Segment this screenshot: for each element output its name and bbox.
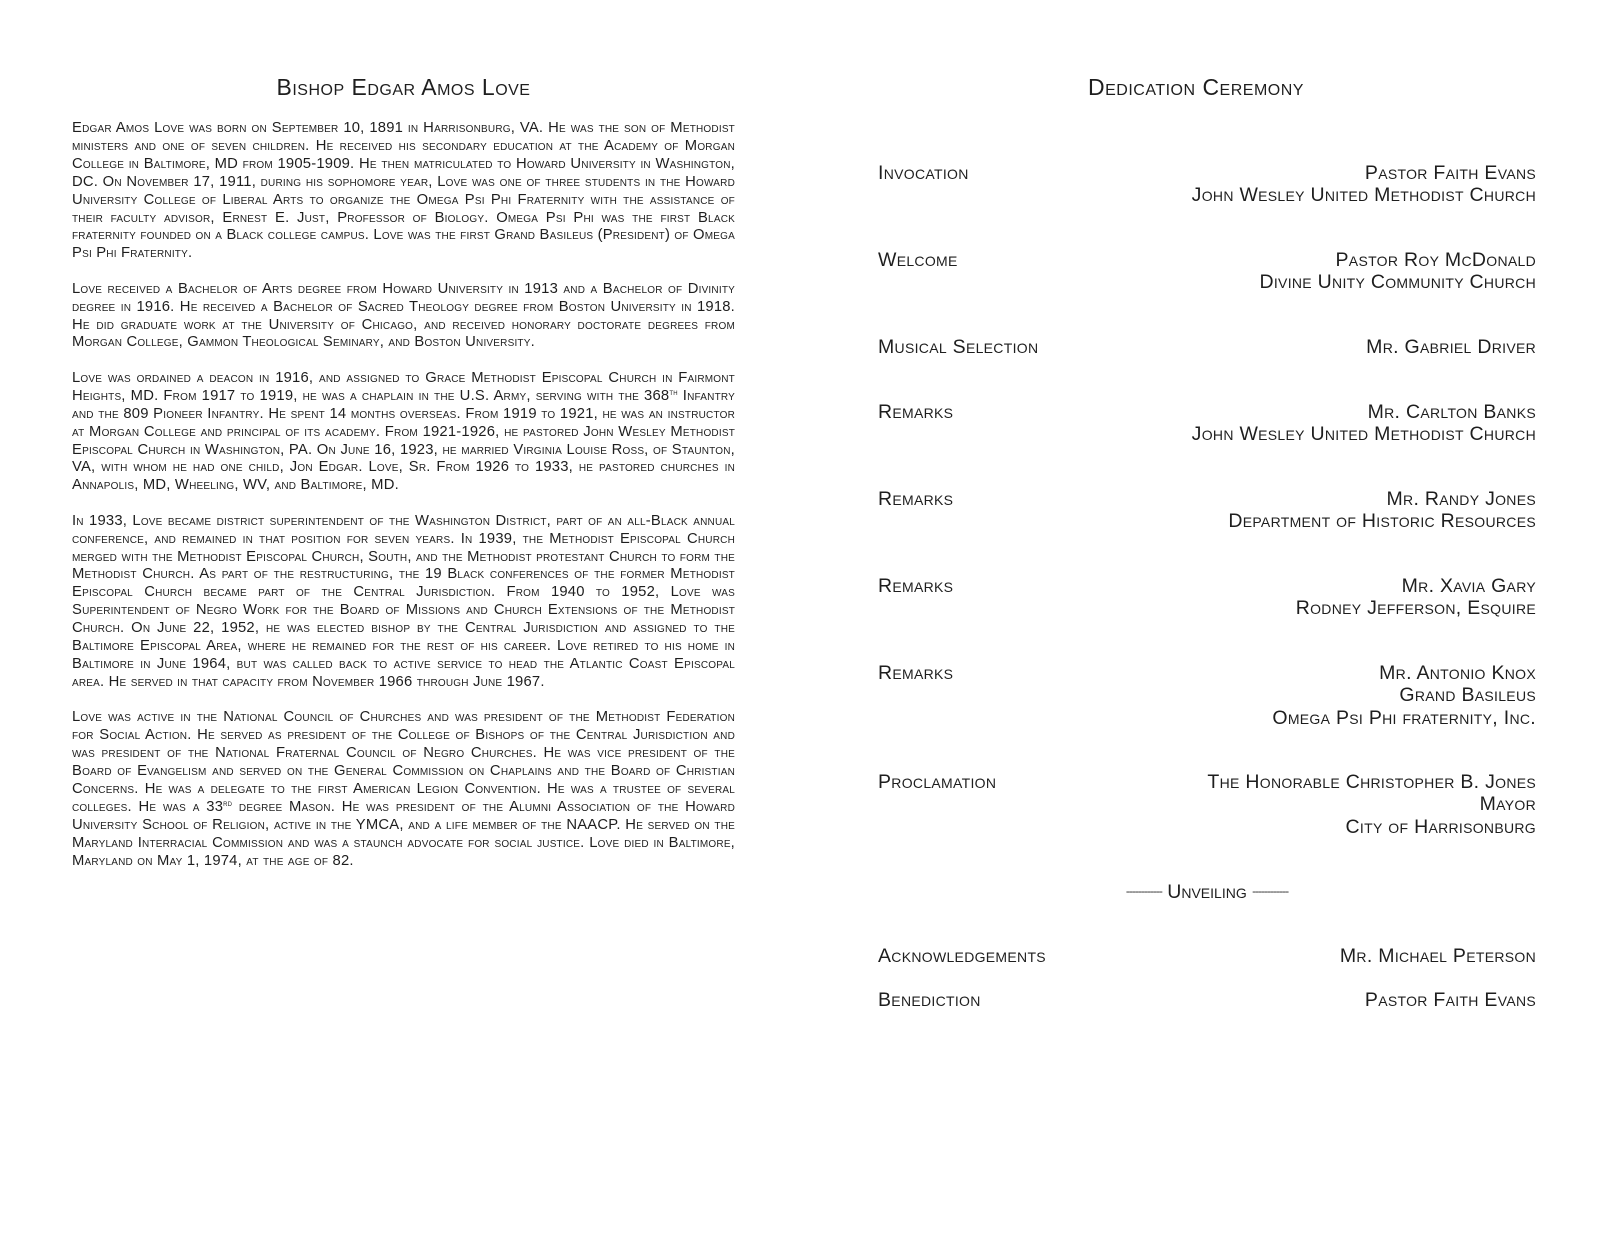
program-item-remarks-1: [878, 401, 1536, 446]
program-participants: [1365, 989, 1536, 1011]
participant-line: Mr. Xavia Gary: [1401, 575, 1536, 597]
program-participants: [1192, 162, 1536, 207]
program-participants: [1192, 401, 1536, 446]
program-participants: [1259, 249, 1536, 294]
program-role: Benediction: [878, 989, 981, 1011]
biography-text: [72, 120, 735, 870]
program-role: Remarks: [878, 662, 954, 684]
program-participants: [1296, 575, 1536, 620]
program-item-invocation: [878, 162, 1536, 207]
participant-line: Omega Psi Phi fraternity, Inc.: [1272, 706, 1536, 729]
program-item-remarks-2: [878, 488, 1536, 533]
bio-paragraph-3: Love was ordained a deacon in 1916, and assigned to Grace Methodist Episcopal Church in Fairmont Heights, MD. From 1917 to 1919, he was a chaplain in the U.S. Army, serving with the 368th Infantry and the 809 Pioneer Infantry. He spent 14 months overseas. From 1919 to 1921, he was an instructor at Morgan College and principal of its academy. From 1921-1926, he pastored John Wesley Methodist Episcopal Church in Washington, PA. On June 16, 1923, he married Virginia Louise Ross, of Staunton, VA, with whom he had one child, Jon Edgar. Love, Sr. From 1926 to 1933, he pastored churches in Annapolis, MD, Wheeling, WV, and Baltimore, MD.: [72, 369, 735, 494]
program-participants: [1366, 336, 1536, 358]
program-role: Musical Selection: [878, 336, 1039, 358]
program-item-welcome: [878, 249, 1536, 294]
program-item-proclamation: [878, 771, 1536, 838]
participant-line: Rodney Jefferson, Esquire: [1295, 597, 1536, 620]
program-role: Acknowledgements: [878, 945, 1046, 967]
participant-line: Mr. Randy Jones: [1386, 488, 1536, 510]
participant-line: Divine Unity Community Church: [1259, 271, 1536, 294]
program-role: Welcome: [878, 249, 958, 271]
program-item-musical-selection: [878, 336, 1536, 358]
participant-line: John Wesley United Methodist Church: [1191, 184, 1536, 207]
program-item-remarks-3: [878, 575, 1536, 620]
program-participants: [1272, 662, 1536, 729]
participant-line: Mr. Gabriel Driver: [1366, 336, 1536, 358]
participant-line: The Honorable Christopher B. Jones: [1207, 771, 1536, 793]
bio-paragraph-1: Edgar Amos Love was born on September 10, 1891 in Harrisonburg, VA. He was the son of Methodist ministers and one of seven children. He received his secondary education at the Academy of Morgan College in Baltimore, MD from 1905-1909. He then matriculated to Howard University in Washington, DC. On November 17, 1911, during his sophomore year, Love was one of three students in the Howard University College of Liberal Arts to organize the Omega Psi Phi Fraternity with the assistance of their faculty advisor, Ernest E. Just, Professor of Biology. Omega Psi Phi was the first Black fraternity founded on a Black college campus. Love was the first Grand Basileus (President) of Omega Psi Phi Fraternity.: [72, 120, 735, 262]
participant-line: Pastor Faith Evans: [1364, 162, 1536, 184]
bio-paragraph-5: Love was active in the National Council of Churches and was president of the Methodist Federation for Social Action. He served as president of the College of Bishops of the Central Jurisdiction and was president of the National Fraternal Council of Negro Churches. He was vice president of the Board of Evangelism and served on the General Commission on Chaplains and the Board of Christian Concerns. He was a delegate to the first American Legion Convention. He was a trustee of several colleges. He was a 33rd degree Mason. He was president of the Alumni Association of the Howard University School of Religion, active in the YMCA, and a life member of the NAACP. He served on the Maryland Interracial Commission and was a staunch advocate for social justice. Love died in Baltimore, Maryland on May 1, 1974, at the age of 82.: [72, 709, 735, 869]
participant-line: Pastor Roy McDonald: [1335, 249, 1536, 271]
biography-column: [72, 72, 735, 888]
program-item-remarks-4: [878, 662, 1536, 729]
bio-paragraph-2: Love received a Bachelor of Arts degree from Howard University in 1913 and a Bachelor of Divinity degree in 1916. He received a Bachelor of Sacred Theology degree from Boston University in 1918. He did graduate work at the University of Chicago, and received honorary doctorate degrees from Morgan College, Gammon Theological Seminary, and Boston University.: [72, 280, 735, 351]
divider-line-left: ------------: [1125, 884, 1162, 898]
program-role: Remarks: [878, 401, 954, 423]
participant-line: Mr. Michael Peterson: [1339, 945, 1536, 967]
program-role: Remarks: [878, 575, 954, 597]
program-participants: [1207, 771, 1536, 838]
participant-line: John Wesley United Methodist Church: [1191, 423, 1536, 446]
program-participants: [1340, 945, 1536, 967]
participant-line: Mr. Antonio Knox: [1379, 662, 1536, 684]
ordinal-suffix: th: [669, 387, 678, 397]
program-role: Proclamation: [878, 771, 997, 793]
unveiling-label: Unveiling: [1167, 881, 1247, 903]
program-participants: [1228, 488, 1536, 533]
program-role: Remarks: [878, 488, 954, 510]
unveiling-divider: [878, 880, 1536, 903]
participant-line: Department of Historic Resources: [1228, 510, 1536, 533]
ordinal-suffix: rd: [223, 798, 233, 808]
program-item-benediction: [878, 989, 1536, 1011]
program-item-acknowledgements: [878, 945, 1536, 967]
ceremony-column: [878, 72, 1536, 1062]
participant-line: City of Harrisonburg: [1345, 815, 1536, 838]
bio-paragraph-4: In 1933, Love became district superintendent of the Washington District, part of an all-Black annual conference, and remained in that position for seven years. In 1939, the Methodist Episcopal Church merged with the Methodist Episcopal Church, South, and the Methodist protestant Church to form the Methodist Church. As part of the restructuring, the 19 Black conferences of the former Methodist Episcopal Church became part of the Central Jurisdiction. From 1940 to 1952, Love was Superintendent of Negro Work for the Board of Missions and Church Extensions of the Methodist Church. On June 22, 1952, he was elected bishop by the Central Jurisdiction and assigned to the Baltimore Episcopal Area, where he remained for the rest of his career. Love retired to his home in Baltimore in June 1964, but was called back to active service to head the Atlantic Coast Episcopal area. He served in that capacity from November 1966 through June 1967.: [72, 512, 735, 690]
program-list: [878, 162, 1536, 1062]
biography-title: Bishop Edgar Amos Love: [276, 74, 531, 100]
divider-line-right: ------------: [1252, 884, 1289, 898]
program-role: Invocation: [878, 162, 969, 184]
ceremony-title: Dedication Ceremony: [1088, 74, 1304, 100]
participant-line: Mr. Carlton Banks: [1367, 401, 1536, 423]
participant-line: Mayor: [1479, 793, 1536, 816]
participant-line: Pastor Faith Evans: [1364, 989, 1536, 1011]
participant-line: Grand Basileus: [1399, 684, 1536, 707]
